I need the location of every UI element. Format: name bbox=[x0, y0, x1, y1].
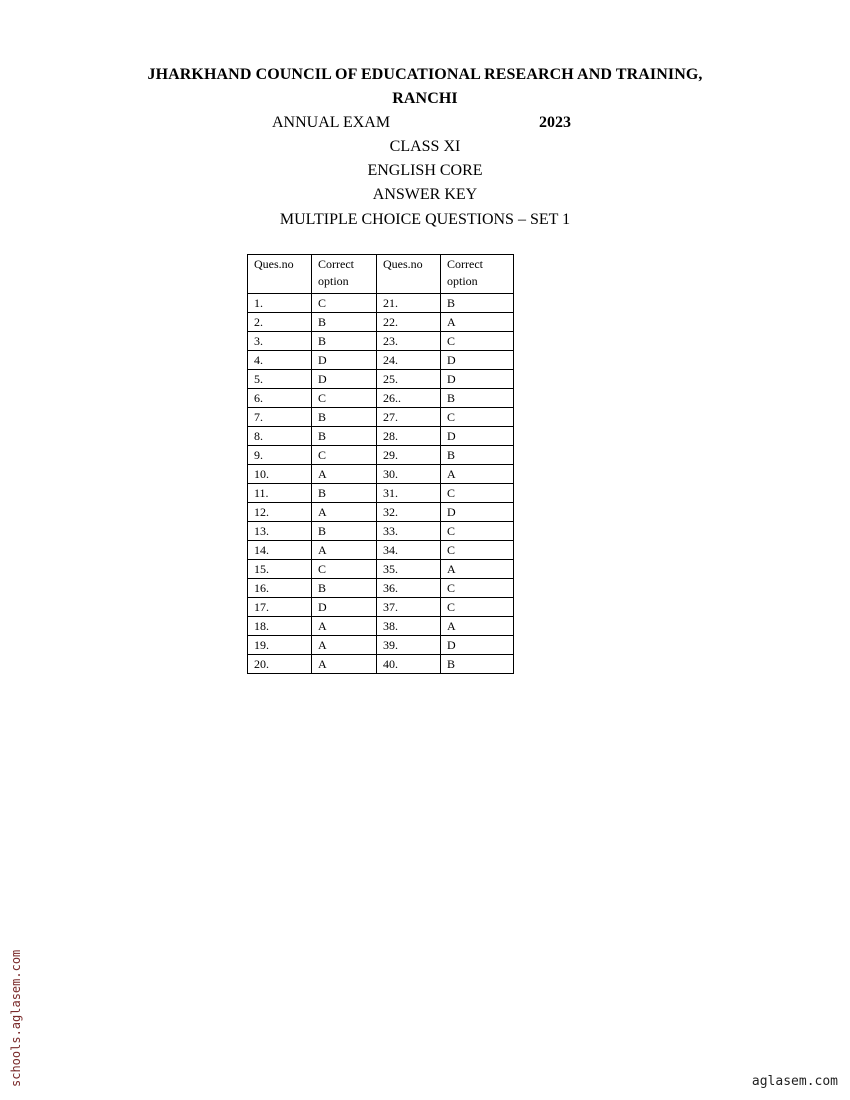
correct-option-cell: C bbox=[312, 446, 377, 465]
class-label: CLASS XI bbox=[389, 138, 461, 155]
correct-option-cell: A bbox=[441, 617, 514, 636]
table-row bbox=[248, 408, 514, 427]
correct-option-cell: C bbox=[441, 408, 514, 427]
exam-label: ANNUAL EXAM bbox=[272, 114, 391, 131]
header-correct-option-1: Correct option bbox=[312, 255, 377, 294]
organization-name-line1: JHARKHAND COUNCIL OF EDUCATIONAL RESEARCH AND TRAINING, bbox=[147, 66, 703, 83]
correct-option-cell: C bbox=[441, 484, 514, 503]
table-row bbox=[248, 617, 514, 636]
question-number-cell: 2. bbox=[248, 313, 312, 332]
question-number-cell: 26.. bbox=[377, 389, 441, 408]
table-row bbox=[248, 579, 514, 598]
answer-key-body bbox=[248, 294, 514, 674]
correct-option-cell: C bbox=[441, 522, 514, 541]
table-row bbox=[248, 446, 514, 465]
question-number-cell: 28. bbox=[377, 427, 441, 446]
footer-watermark: aglasem.com bbox=[751, 1074, 838, 1089]
correct-option-cell: B bbox=[312, 313, 377, 332]
question-number-cell: 30. bbox=[377, 465, 441, 484]
question-number-cell: 39. bbox=[377, 636, 441, 655]
table-row bbox=[248, 370, 514, 389]
correct-option-cell: B bbox=[441, 389, 514, 408]
correct-option-cell: C bbox=[312, 294, 377, 313]
correct-option-cell: A bbox=[312, 617, 377, 636]
correct-option-cell: C bbox=[312, 560, 377, 579]
correct-option-cell: A bbox=[312, 465, 377, 484]
table-header-row bbox=[248, 255, 514, 294]
correct-option-cell: B bbox=[312, 579, 377, 598]
question-number-cell: 31. bbox=[377, 484, 441, 503]
question-number-cell: 7. bbox=[248, 408, 312, 427]
correct-option-cell: B bbox=[312, 522, 377, 541]
exam-row bbox=[0, 114, 850, 134]
correct-option-cell: A bbox=[312, 541, 377, 560]
header-ques-no-1: Ques.no bbox=[248, 255, 312, 294]
question-number-cell: 12. bbox=[248, 503, 312, 522]
question-number-cell: 34. bbox=[377, 541, 441, 560]
correct-option-cell: A bbox=[312, 636, 377, 655]
table-row bbox=[248, 636, 514, 655]
table-row bbox=[248, 465, 514, 484]
table-row bbox=[248, 655, 514, 674]
table-row bbox=[248, 503, 514, 522]
correct-option-cell: D bbox=[312, 598, 377, 617]
question-number-cell: 19. bbox=[248, 636, 312, 655]
question-number-cell: 11. bbox=[248, 484, 312, 503]
correct-option-cell: D bbox=[441, 427, 514, 446]
question-number-cell: 14. bbox=[248, 541, 312, 560]
correct-option-cell: D bbox=[441, 351, 514, 370]
correct-option-cell: C bbox=[441, 598, 514, 617]
question-number-cell: 36. bbox=[377, 579, 441, 598]
table-row bbox=[248, 484, 514, 503]
correct-option-cell: D bbox=[312, 370, 377, 389]
correct-option-cell: A bbox=[441, 465, 514, 484]
question-number-cell: 9. bbox=[248, 446, 312, 465]
table-row bbox=[248, 522, 514, 541]
correct-option-cell: C bbox=[441, 579, 514, 598]
header-correct-option-2: Correct option bbox=[441, 255, 514, 294]
correct-option-cell: D bbox=[441, 503, 514, 522]
question-number-cell: 25. bbox=[377, 370, 441, 389]
correct-option-cell: A bbox=[312, 503, 377, 522]
question-number-cell: 23. bbox=[377, 332, 441, 351]
correct-option-cell: B bbox=[441, 655, 514, 674]
answer-key-table bbox=[247, 254, 514, 674]
subject-label: ENGLISH CORE bbox=[367, 162, 483, 179]
question-number-cell: 15. bbox=[248, 560, 312, 579]
question-number-cell: 32. bbox=[377, 503, 441, 522]
question-number-cell: 13. bbox=[248, 522, 312, 541]
correct-option-cell: B bbox=[441, 446, 514, 465]
question-number-cell: 16. bbox=[248, 579, 312, 598]
correct-option-cell: A bbox=[441, 313, 514, 332]
question-number-cell: 4. bbox=[248, 351, 312, 370]
correct-option-cell: A bbox=[312, 655, 377, 674]
table-row bbox=[248, 427, 514, 446]
correct-option-cell: D bbox=[441, 636, 514, 655]
correct-option-cell: D bbox=[441, 370, 514, 389]
table-row bbox=[248, 389, 514, 408]
table-row bbox=[248, 294, 514, 313]
question-number-cell: 29. bbox=[377, 446, 441, 465]
question-number-cell: 22. bbox=[377, 313, 441, 332]
table-row bbox=[248, 560, 514, 579]
table-row bbox=[248, 351, 514, 370]
question-number-cell: 40. bbox=[377, 655, 441, 674]
question-number-cell: 27. bbox=[377, 408, 441, 427]
correct-option-cell: A bbox=[441, 560, 514, 579]
question-number-cell: 18. bbox=[248, 617, 312, 636]
header-ques-no-2: Ques.no bbox=[377, 255, 441, 294]
document-type-label: ANSWER KEY bbox=[372, 186, 478, 203]
correct-option-cell: B bbox=[312, 484, 377, 503]
question-number-cell: 35. bbox=[377, 560, 441, 579]
table-row bbox=[248, 332, 514, 351]
table-row bbox=[248, 598, 514, 617]
correct-option-cell: C bbox=[441, 332, 514, 351]
correct-option-cell: D bbox=[312, 351, 377, 370]
question-number-cell: 5. bbox=[248, 370, 312, 389]
question-number-cell: 8. bbox=[248, 427, 312, 446]
question-number-cell: 20. bbox=[248, 655, 312, 674]
question-number-cell: 24. bbox=[377, 351, 441, 370]
question-number-cell: 38. bbox=[377, 617, 441, 636]
organization-name-line2: RANCHI bbox=[392, 90, 458, 107]
correct-option-cell: C bbox=[441, 541, 514, 560]
exam-year: 2023 bbox=[539, 114, 571, 131]
correct-option-cell: B bbox=[441, 294, 514, 313]
correct-option-cell: B bbox=[312, 408, 377, 427]
correct-option-cell: C bbox=[312, 389, 377, 408]
question-number-cell: 3. bbox=[248, 332, 312, 351]
correct-option-cell: B bbox=[312, 332, 377, 351]
correct-option-cell: B bbox=[312, 427, 377, 446]
section-label: MULTIPLE CHOICE QUESTIONS – SET 1 bbox=[279, 211, 571, 228]
question-number-cell: 37. bbox=[377, 598, 441, 617]
table-row bbox=[248, 313, 514, 332]
question-number-cell: 33. bbox=[377, 522, 441, 541]
table-row bbox=[248, 541, 514, 560]
question-number-cell: 17. bbox=[248, 598, 312, 617]
question-number-cell: 10. bbox=[248, 465, 312, 484]
question-number-cell: 1. bbox=[248, 294, 312, 313]
question-number-cell: 21. bbox=[377, 294, 441, 313]
side-watermark: schools.aglasem.com bbox=[9, 949, 23, 1087]
question-number-cell: 6. bbox=[248, 389, 312, 408]
